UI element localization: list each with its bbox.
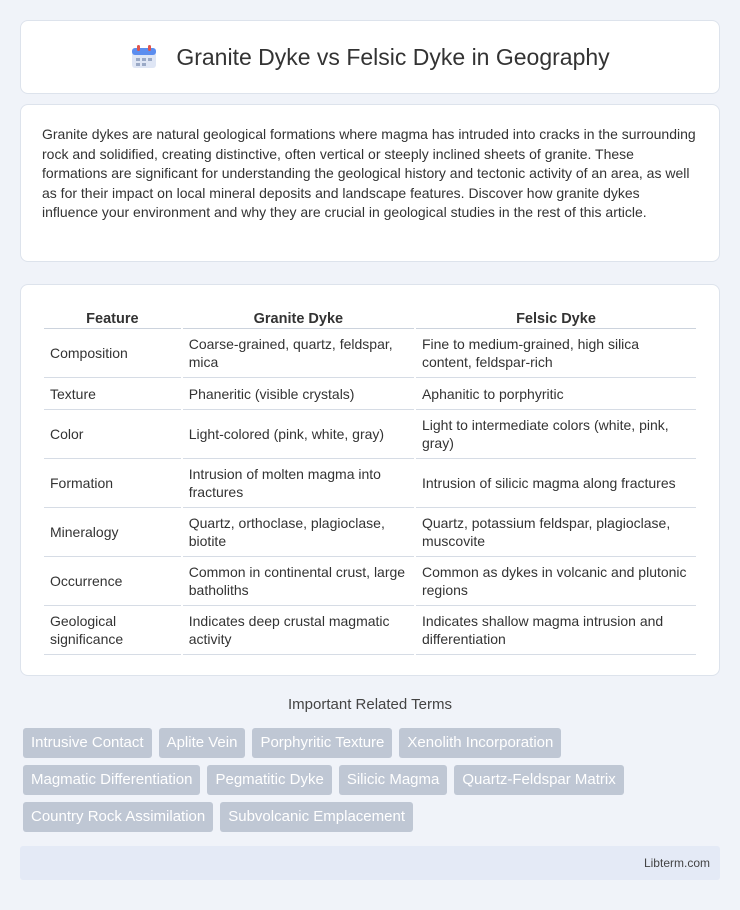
table-cell: Color bbox=[44, 410, 181, 459]
footer-brand[interactable]: Libterm.com bbox=[643, 856, 710, 870]
table-cell: Occurrence bbox=[44, 557, 181, 606]
column-header-feature: Feature bbox=[44, 305, 181, 329]
table-cell: Light-colored (pink, white, gray) bbox=[183, 410, 414, 459]
related-terms-list bbox=[23, 728, 713, 839]
comparison-card bbox=[20, 284, 720, 676]
related-term-tag[interactable]: Silicic Magma bbox=[339, 765, 448, 795]
table-cell: Formation bbox=[44, 459, 181, 508]
intro-text: Granite dykes are natural geological formations where magma has intruded into cracks in the surrounding rock and solidified, creating distinctive, often vertical or steeply inclined sheets of granite. These formations are significant for understanding the geological history and tectonic activity of an area, as well as for their impact on local mineral deposits and landscape features. Discover how granite dykes influence your environment and why they are crucial in geological studies in the rest of this article. bbox=[42, 126, 696, 220]
table-cell: Light to intermediate colors (white, pink, gray) bbox=[416, 410, 696, 459]
table-cell: Texture bbox=[44, 378, 181, 410]
tag-row bbox=[23, 802, 713, 832]
page-title: Granite Dyke vs Felsic Dyke in Geography bbox=[176, 43, 610, 70]
table-row bbox=[44, 410, 696, 459]
table-cell: Quartz, orthoclase, plagioclase, biotite bbox=[183, 508, 414, 557]
table-cell: Composition bbox=[44, 329, 181, 378]
related-term-tag[interactable]: Country Rock Assimilation bbox=[23, 802, 213, 832]
header-card bbox=[20, 20, 720, 94]
related-term-tag[interactable]: Subvolcanic Emplacement bbox=[220, 802, 413, 832]
comparison-table bbox=[42, 305, 698, 655]
table-cell: Intrusion of molten magma into fractures bbox=[183, 459, 414, 508]
related-term-tag[interactable]: Quartz-Feldspar Matrix bbox=[454, 765, 623, 795]
column-header-granite: Granite Dyke bbox=[183, 305, 414, 329]
tag-row bbox=[23, 728, 713, 758]
table-cell: Mineralogy bbox=[44, 508, 181, 557]
table-header-row bbox=[44, 305, 696, 329]
table-row bbox=[44, 606, 696, 655]
related-term-tag[interactable]: Magmatic Differentiation bbox=[23, 765, 200, 795]
footer bbox=[20, 846, 720, 880]
table-cell: Fine to medium-grained, high silica content, feldspar-rich bbox=[416, 329, 696, 378]
table-cell: Coarse-grained, quartz, feldspar, mica bbox=[183, 329, 414, 378]
intro-card bbox=[20, 104, 720, 262]
table-cell: Indicates deep crustal magmatic activity bbox=[183, 606, 414, 655]
column-header-felsic: Felsic Dyke bbox=[416, 305, 696, 329]
related-term-tag[interactable]: Xenolith Incorporation bbox=[399, 728, 561, 758]
table-row bbox=[44, 459, 696, 508]
calendar-icon bbox=[130, 43, 158, 71]
table-row bbox=[44, 508, 696, 557]
table-cell: Common in continental crust, large batholiths bbox=[183, 557, 414, 606]
table-cell: Intrusion of silicic magma along fractures bbox=[416, 459, 696, 508]
related-term-tag[interactable]: Pegmatitic Dyke bbox=[207, 765, 331, 795]
related-term-tag[interactable]: Aplite Vein bbox=[159, 728, 246, 758]
table-cell: Geological significance bbox=[44, 606, 181, 655]
table-cell: Aphanitic to porphyritic bbox=[416, 378, 696, 410]
table-cell: Common as dykes in volcanic and plutonic regions bbox=[416, 557, 696, 606]
related-terms-title: Important Related Terms bbox=[288, 696, 452, 713]
table-cell: Indicates shallow magma intrusion and differentiation bbox=[416, 606, 696, 655]
related-term-tag[interactable]: Intrusive Contact bbox=[23, 728, 152, 758]
related-term-tag[interactable]: Porphyritic Texture bbox=[252, 728, 392, 758]
table-row bbox=[44, 557, 696, 606]
table-cell: Phaneritic (visible crystals) bbox=[183, 378, 414, 410]
table-cell: Quartz, potassium feldspar, plagioclase, muscovite bbox=[416, 508, 696, 557]
table-row bbox=[44, 378, 696, 410]
tag-row bbox=[23, 765, 713, 795]
table-row bbox=[44, 329, 696, 378]
